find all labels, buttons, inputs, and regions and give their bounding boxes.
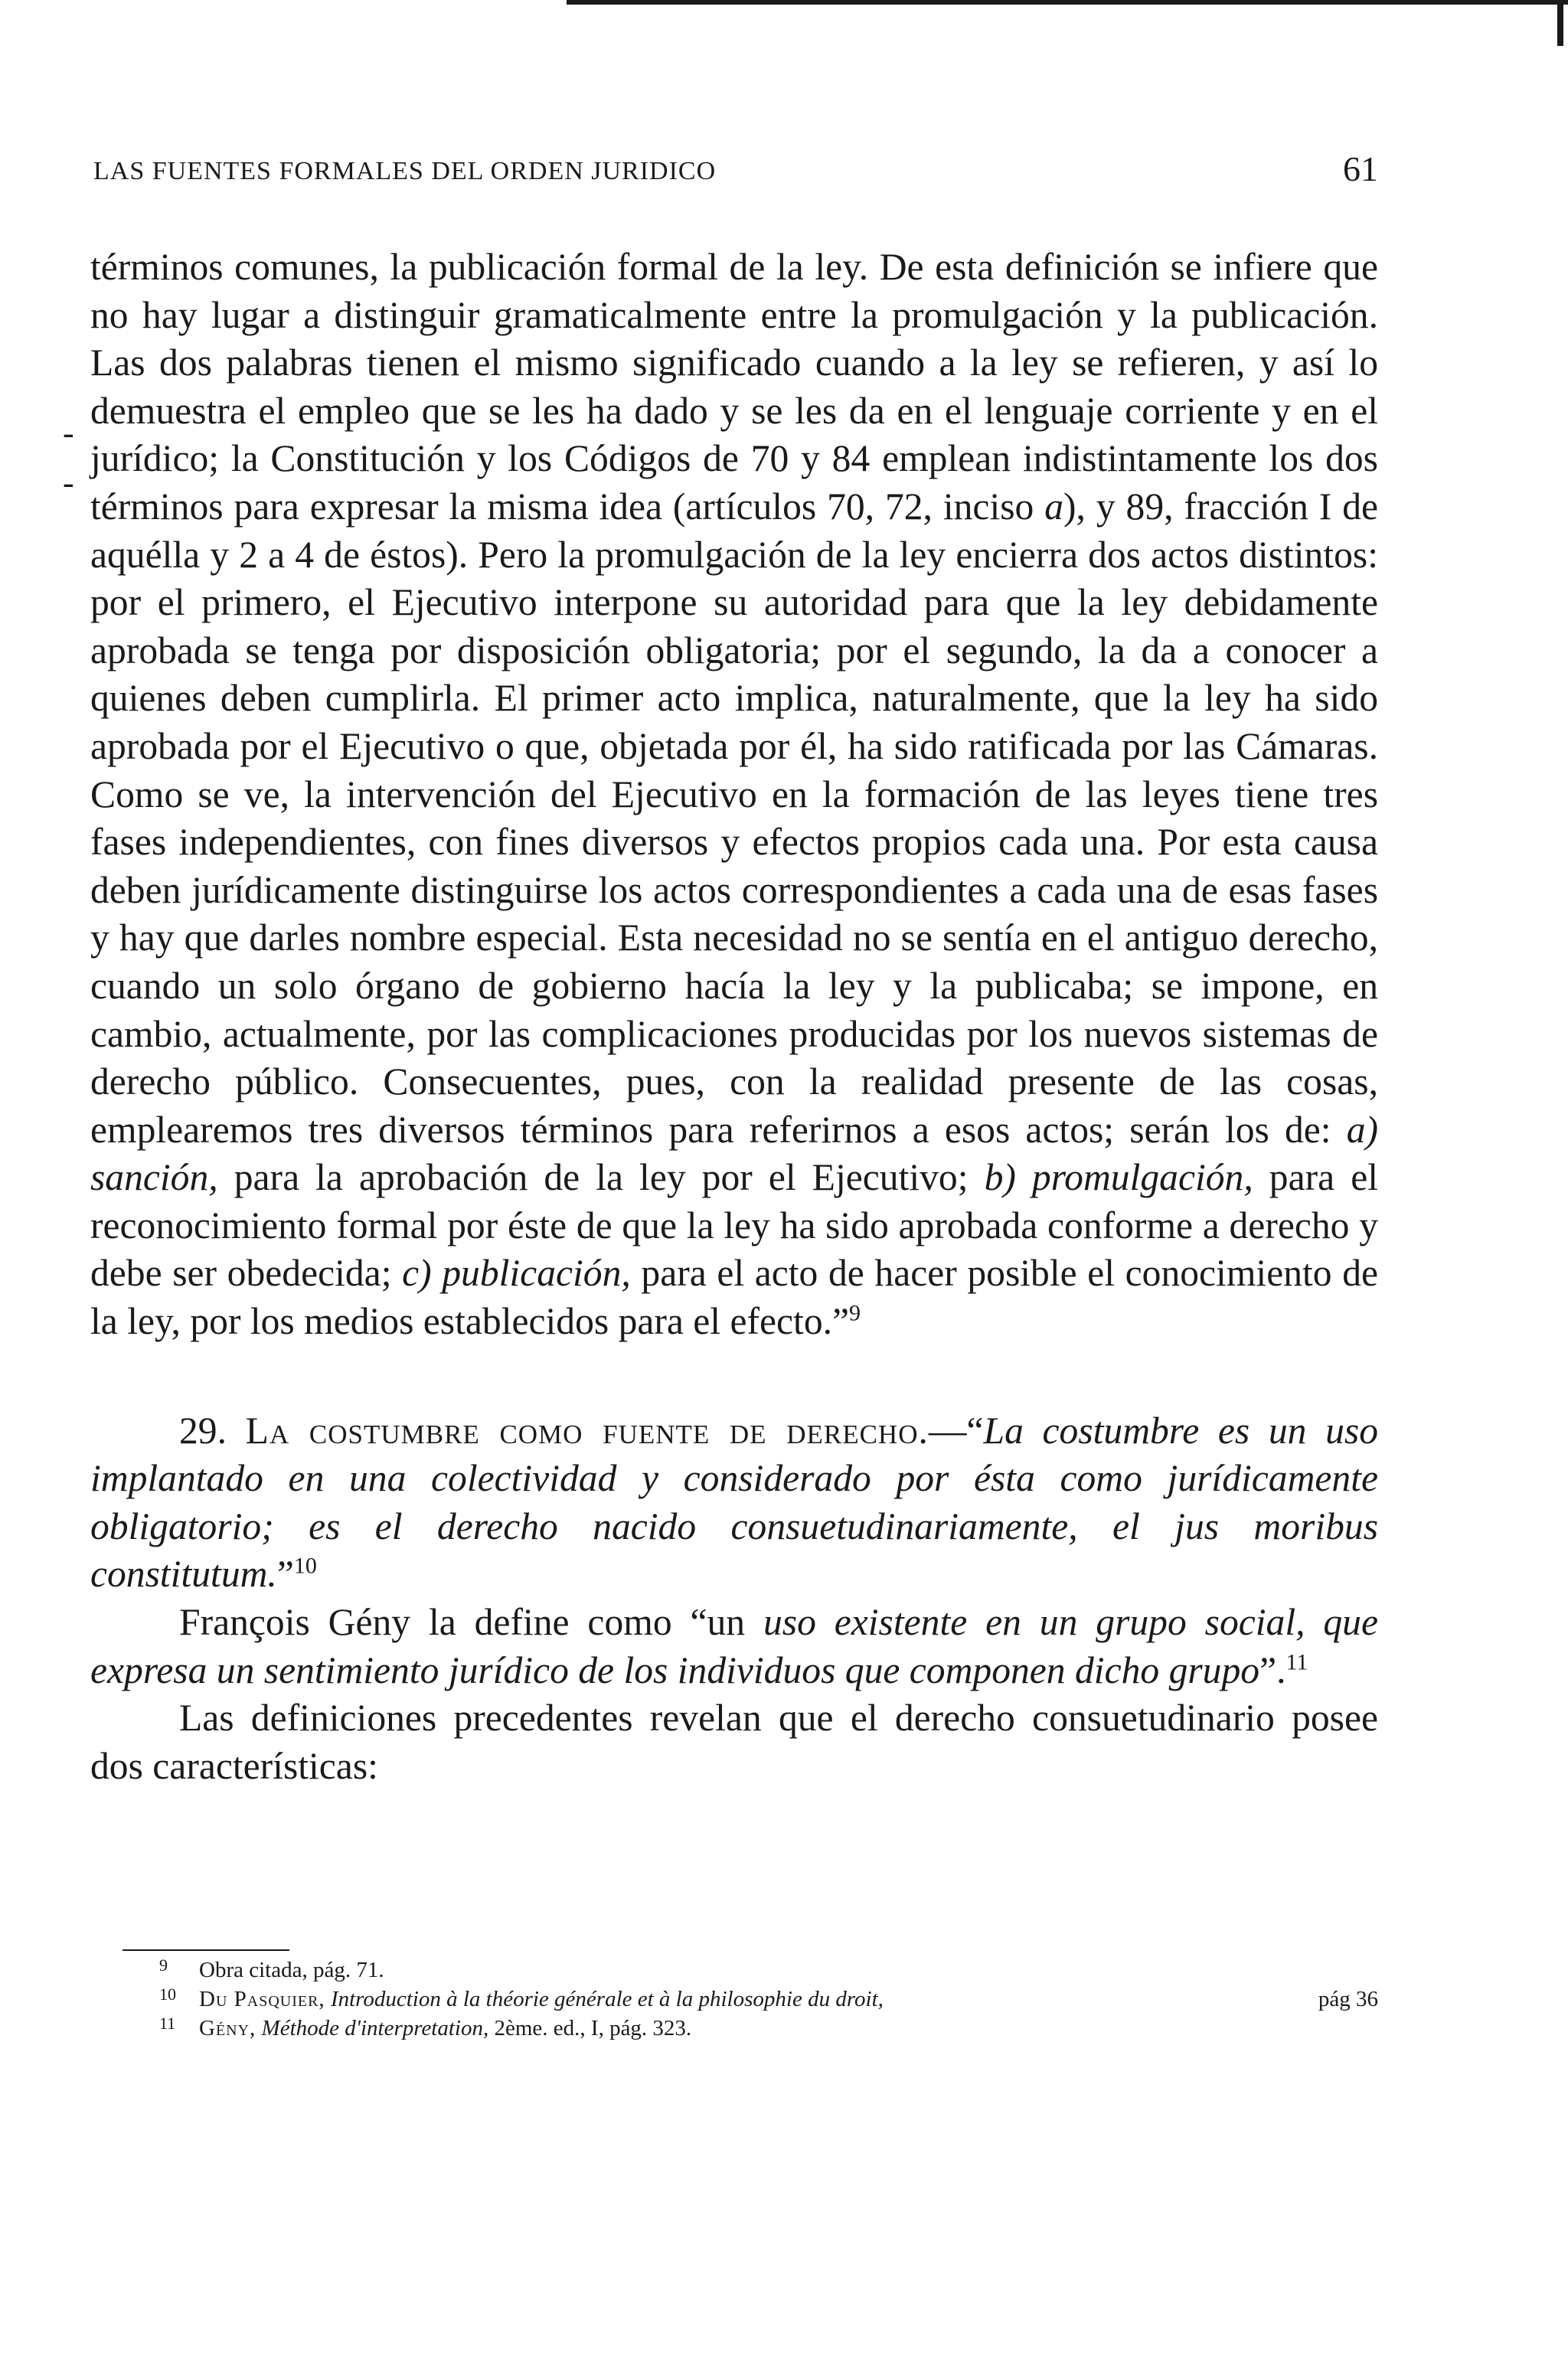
footnote-rule xyxy=(122,1949,289,1951)
text-run: ”. xyxy=(1259,1648,1286,1691)
footnotes xyxy=(159,1955,1378,2043)
italic-definition: La costumbre es un uso implantado en una colectividad y considerado por ésta como jurídicamente obligatorio; es el derecho nacido consuetudinariamente, el jus moribus constitutum. xyxy=(90,1409,1378,1596)
paragraph-1 xyxy=(90,243,1378,1346)
paragraph-29 xyxy=(90,1407,1378,1599)
text-run: Las definiciones precedentes revelan que el derecho consuetudinario posee dos características: xyxy=(90,1697,1378,1787)
footnote-author: Gény, xyxy=(199,2016,256,2040)
body-text xyxy=(90,243,1378,1790)
footnote-number: 10 xyxy=(159,1985,176,2004)
margin-mark: - xyxy=(63,414,74,452)
scan-edge-right xyxy=(1557,0,1563,46)
text-run: para el reconocimiento formal por éste de que la ley ha sido aprobada conforme a derecho y debe ser obedecida; xyxy=(90,1156,1378,1295)
text-run: para la aprobación de la ley por el Ejecutivo; xyxy=(217,1156,985,1199)
footnote-9 xyxy=(159,1955,1378,1985)
italic-run: a xyxy=(1044,485,1064,528)
footnote-ref-10: 10 xyxy=(293,1553,317,1579)
footnote-title: Introduction à la théorie générale et à la philosophie du droit, xyxy=(330,1987,884,2011)
page-number: 61 xyxy=(1343,149,1378,188)
footnote-10 xyxy=(159,1985,1378,2014)
text-run: para el acto de hacer posible el conocimiento de la ley, por los medios establecidos para el efecto.” xyxy=(90,1252,1379,1343)
footnote-number: 11 xyxy=(159,2014,176,2033)
section-number: 29. xyxy=(179,1409,227,1452)
scan-edge-top xyxy=(567,0,1568,5)
footnote-number: 9 xyxy=(159,1955,168,1975)
running-head: LAS FUENTES FORMALES DEL ORDEN JURIDICO xyxy=(93,157,717,185)
footnote-ref-9: 9 xyxy=(849,1300,861,1326)
footnote-page: pág 36 xyxy=(1318,1987,1378,2011)
italic-term-publicacion: c) publicación, xyxy=(402,1252,631,1295)
margin-mark: - xyxy=(63,464,74,502)
footnote-ref-11: 11 xyxy=(1285,1649,1308,1675)
paragraph-geny xyxy=(90,1599,1378,1694)
text-run: —“ xyxy=(928,1409,984,1452)
text-run: términos comunes, la publicación formal de la ley. De esta definición se infiere que no hay lugar a distinguir gramaticalmente entre la promulgación y la publicación. Las dos palabras tienen el mismo significado cuando a la ley se refieren, y así lo demuestra el empleo que se les ha dado y se les da en el lenguaje corriente y en el jurídico; la Constitución y los Códigos de 70 y 84 emplean indistintamente los dos términos para expresar la misma idea (artículos 70, 72, inciso xyxy=(90,246,1378,528)
section-heading: La costumbre como fuente de derecho. xyxy=(245,1409,929,1452)
paragraph-definiciones xyxy=(90,1694,1378,1790)
footnote-11 xyxy=(159,2014,1378,2043)
footnote-author: Du Pasquier, xyxy=(199,1987,325,2011)
italic-term-sancion: a) sanción, xyxy=(90,1108,1378,1199)
footnote-title: Méthode d'interpretation, xyxy=(261,2016,489,2040)
text-run: François Gény la define como “un xyxy=(179,1601,763,1644)
footnote-text: 2ème. ed., I, pág. 323. xyxy=(494,2016,692,2040)
italic-quote: uso existente en un grupo social, que expresa un sentimiento jurídico de los individuos que componen dicho grupo xyxy=(90,1601,1378,1691)
text-run: ), y 89, fracción I de aquélla y 2 a 4 de éstos). Pero la promulgación de la ley encierra dos actos distintos: por el primero, el Ejecutivo interpone su autoridad para que la ley debidamente aprobada se tenga por disposición obligatoria; por el segundo, la da a conocer a quienes deben cumplirla. El primer acto implica, naturalmente, que la ley ha sido aprobada por el Ejecutivo o que, objetada por él, ha sido ratificada por las Cámaras. Como se ve, la intervención del Ejecutivo en la formación de las leyes tiene tres fases independientes, con fines diversos y efectos propios cada una. Por esta causa deben jurídicamente distinguirse los actos correspondientes a cada una de esas fases y hay que darles nombre especial. Esta necesidad no se sentía en el antiguo derecho, cuando un solo órgano de gobierno hacía la ley y la publicaba; se impone, en cambio, actualmente, por las complicaciones producidas por los nuevos sistemas de derecho público. Consecuentes, pues, con la realidad presente de las cosas, emplearemos tres diversos términos para referirnos a esos actos; serán los de: xyxy=(90,485,1378,1151)
italic-term-promulgacion: b) promulgación, xyxy=(984,1156,1253,1199)
footnote-text: Obra citada, pág. 71. xyxy=(199,1958,384,1982)
text-run: ” xyxy=(276,1553,294,1596)
